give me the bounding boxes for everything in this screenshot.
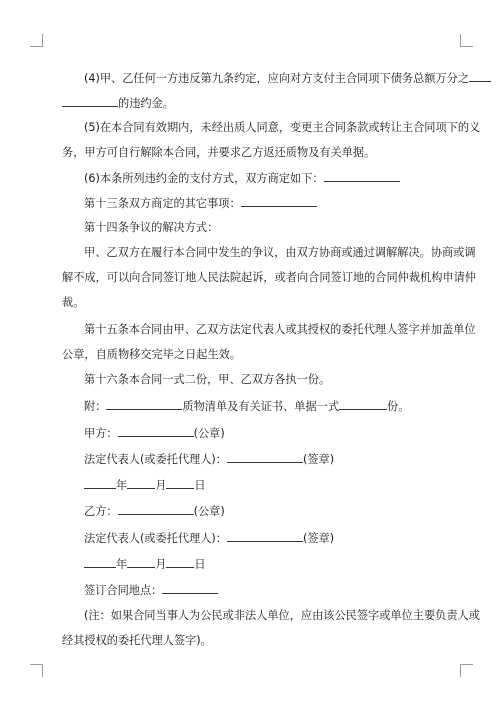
fill-in-blank[interactable] [162,582,218,594]
clause-4-line-1 [84,70,491,86]
text: (5)在本合同有效期内，未经出质人同意，变更主合同条款或转让主合同项下的义 [84,121,481,134]
text: 甲方： [84,427,118,440]
text: 第十六条本合同一式二份，甲、乙双方各执一份。 [84,373,331,386]
fill-in-blank[interactable] [339,398,387,410]
fill-in-blank[interactable] [241,195,317,207]
text: (注：如果合同当事人为公民或非法人单位，应由该公民签字或单位主要负责人或 [84,609,480,622]
fill-in-blank[interactable] [227,530,303,542]
crop-mark-bottom-right [460,664,473,677]
fill-in-blank[interactable] [227,451,303,463]
text: 裁。 [62,296,85,309]
article-14-line-3 [62,295,84,311]
text: 务，甲方可自行解除本合同，并要求乙方返还质物及有关单据。 [62,146,376,159]
fill-in-blank[interactable] [118,503,194,515]
text: 月 [155,558,167,571]
fill-in-blank[interactable] [106,398,182,410]
note-line-2 [62,633,212,649]
clause-5-line-1 [84,120,480,136]
crop-mark-bottom-left [30,664,43,677]
text: 公章，自质物移交完毕之日起生效。 [62,348,242,361]
text: (4)甲、乙任何一方违反第九条约定，应向对方支付主合同项下债务总额万分之 [84,72,470,85]
text: 甲、乙双方在履行本合同中发生的争议，由双方协商或通过调解解决。协商或调 [84,246,476,259]
signing-location-line [84,582,218,598]
party-b-line [84,503,225,519]
party-a-representative-line [84,451,334,467]
text: 日 [194,479,206,492]
note-line-1 [84,608,480,624]
party-a-date-line [84,477,206,493]
article-16-line [84,372,330,388]
text: (公章) [193,505,225,518]
text: 第十五条本合同由甲、乙双方法定代表人或其授权的委托代理人签字并加盖单位 [84,323,476,336]
text: 法定代表人(或委托代理人)： [84,453,227,466]
text: 法定代表人(或委托代理人)： [84,532,227,545]
article-14-line-2 [62,270,476,286]
text: 年 [116,558,128,571]
fill-in-blank-month[interactable] [127,477,155,489]
fill-in-blank[interactable] [62,95,118,107]
article-15-line-2 [62,347,241,363]
text: 质物清单及有关证书、单据一式 [182,400,340,413]
crop-mark-top-left [30,34,43,47]
fill-in-blank-month[interactable] [127,556,155,568]
attachment-line [84,398,409,414]
article-13-line [84,195,317,211]
text: 经其授权的委托代理人签字)。 [62,634,212,647]
fill-in-blank[interactable] [324,170,400,182]
fill-in-blank-year[interactable] [84,477,116,489]
text: 解不成，可以向合同签订地人民法院起诉，或者向合同签订地的合同仲裁机构申请仲 [62,271,476,284]
text: (签章) [302,532,335,545]
fill-in-blank-year[interactable] [84,556,116,568]
party-b-date-line [84,556,206,572]
fill-in-blank[interactable] [469,70,491,82]
text: 份。 [387,400,410,413]
article-14-line-1 [84,245,476,261]
article-15-line-1 [84,322,476,338]
clause-6-line [84,170,400,186]
party-a-line [84,425,225,441]
text: 签订合同地点： [84,584,163,597]
party-b-representative-line [84,530,334,546]
text: (6)本条所列违约金的支付方式，双方商定如下： [84,172,324,185]
text: 月 [155,479,167,492]
text: (签章) [302,453,335,466]
text: 附： [84,400,107,413]
text: 乙方： [84,505,118,518]
crop-mark-top-right [460,34,473,47]
text: 的违约金。 [118,97,174,110]
article-14-heading [84,220,218,236]
text: 日 [194,558,206,571]
clause-4-line-2 [62,95,174,111]
text: 第十三条双方商定的其它事项： [84,197,241,210]
fill-in-blank-day[interactable] [166,556,194,568]
fill-in-blank-day[interactable] [166,477,194,489]
text: (公章) [193,427,225,440]
clause-5-line-2 [62,145,375,161]
fill-in-blank[interactable] [118,425,194,437]
text: 年 [116,479,128,492]
text: 第十四条争议的解决方式： [84,221,219,234]
